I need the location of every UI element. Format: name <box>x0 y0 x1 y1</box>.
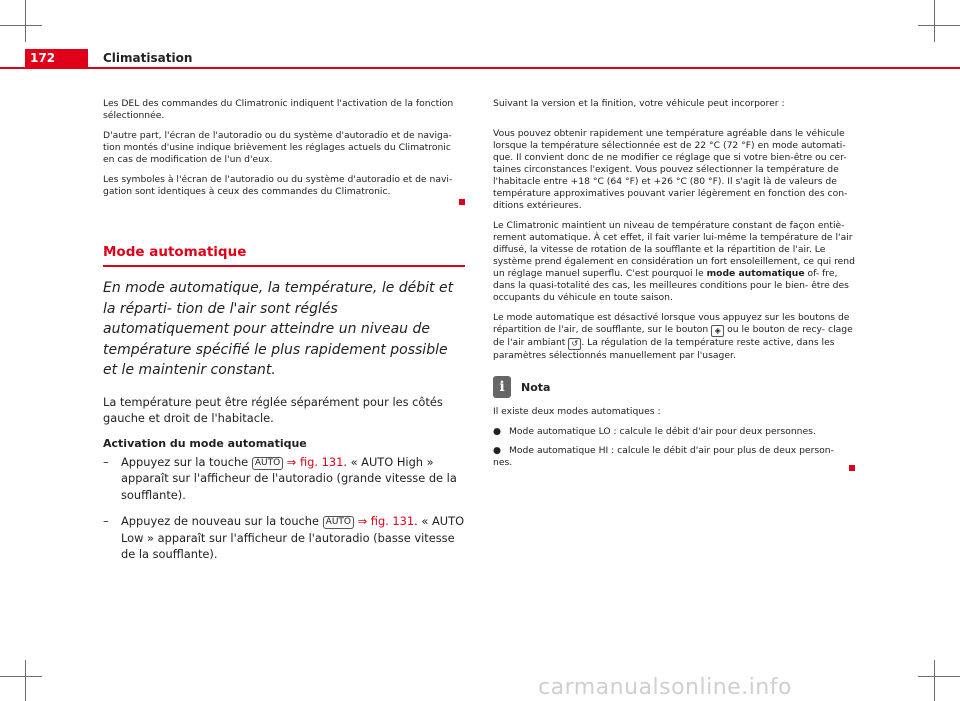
intro-paragraph: D'autre part, l'écran de l'autoradio ou du système d'autoradio et de naviga- tion montés d'usine indique brièvement les réglages actuels du Climatronic en cas de modification de l'un d'eux. <box>103 130 452 165</box>
watermark: carmanualsonline.info <box>538 675 792 700</box>
left-column <box>103 98 465 563</box>
body-paragraph: La température peut être réglée séparément pour les côtés gauche et droit de l'habitacle. <box>103 394 443 425</box>
intro-paragraph: Les symboles à l'écran de l'autoradio ou du système d'autoradio et de navi- gation sont identiques à ceux des commandes du Climatronic. <box>103 174 453 197</box>
crop-mark <box>934 0 935 42</box>
info-icon: i <box>493 376 511 398</box>
step-item: – Appuyez sur la touche AUTO ⇒ fig. 131. « AUTO High » apparaît sur l'afficheur de l'autoradio (grande vitesse de la soufflante). <box>103 454 457 502</box>
body-paragraph: Le mode automatique est désactivé lorsque vous appuyez sur les boutons de répartition de l'air, de soufflante, sur le bouton ◈ ou le bouton de recy- clage de l'air ambiant ↺ . La régulation de la température reste active, dans les paramètres sélectionnés manuellement par l'usager. <box>493 312 853 361</box>
intro-paragraph: Les DEL des commandes du Climatronic indiquent l'activation de la fonction sélectionnée. <box>103 98 454 121</box>
header-rule <box>0 67 960 69</box>
section-title: Mode automatique <box>103 244 465 267</box>
figure-link[interactable]: ⇒ fig. 131 <box>357 514 415 528</box>
body-paragraph: Suivant la version et la finition, votre véhicule peut incorporer : <box>493 98 785 109</box>
windscreen-button-icon: ◈ <box>711 325 724 337</box>
crop-mark <box>25 0 26 42</box>
crop-mark <box>934 660 935 701</box>
section-end-mark <box>459 199 465 205</box>
list-item: ● Mode automatique HI : calcule le débit d'air pour plus de deux person- nes. <box>493 445 834 468</box>
note-intro: Il existe deux modes automatiques : <box>493 406 661 417</box>
subheading: Activation du mode automatique <box>103 436 307 450</box>
crop-mark <box>25 660 26 701</box>
auto-key-icon: AUTO <box>252 457 283 470</box>
recirculation-button-icon: ↺ <box>568 338 581 350</box>
page-number: 172 <box>30 51 56 65</box>
list-item: ● Mode automatique LO : calcule le débit d'air pour deux personnes. <box>493 426 816 437</box>
note-header <box>493 376 855 400</box>
crop-mark <box>0 25 42 26</box>
note-title: Nota <box>521 381 551 394</box>
step-item: – Appuyez de nouveau sur la touche AUTO ⇒ fig. 131. « AUTO Low » apparaît sur l'afficheur de l'autoradio (basse vitesse de la soufflante). <box>103 514 465 561</box>
auto-key-icon: AUTO <box>323 516 354 529</box>
chapter-title: Climatisation <box>103 51 193 65</box>
crop-mark <box>918 676 960 677</box>
crop-mark <box>0 676 42 677</box>
crop-mark <box>918 25 960 26</box>
body-paragraph: Vous pouvez obtenir rapidement une température agréable dans le véhicule lorsque la température sélectionnée est de 22 °C (72 °F) en mode automati- que. Il convient donc de ne modifier ce réglage que si votre bien-être ou cer- taines circonstances l'exigent. Vous pouvez sélectionner la température de l'habitacle entre +18 °C (64 °F) et +26 °C (80 °F). Il s'agit là de valeurs de température approximatives pouvant varier légèrement en fonction des con- ditions extérieures. <box>493 128 848 211</box>
lead-paragraph: En mode automatique, la température, le débit et la réparti- tion de l'air sont réglés automatiquement pour atteindre un niveau de température spécifié le plus rapidement possible et le maintenir constant. <box>103 280 454 378</box>
figure-link[interactable]: ⇒ fig. 131 <box>286 454 344 469</box>
right-column <box>493 98 855 475</box>
body-paragraph: Le Climatronic maintient un niveau de température constant de façon entiè- rement automatique. À cet effet, il fait varier lui-même la température de l'air diffusé, la vitesse de rotation de la soufflante et la répartition de l'air. Le système prend également en considération un fort ensoleillement, ce qui rend un réglage manuel superflu. C'est pourquoi le mode automatique of- fre, dans la quasi-totalité des cas, les meilleures conditions pour le bien- être des occupants du véhicule en toute saison. <box>493 220 855 303</box>
